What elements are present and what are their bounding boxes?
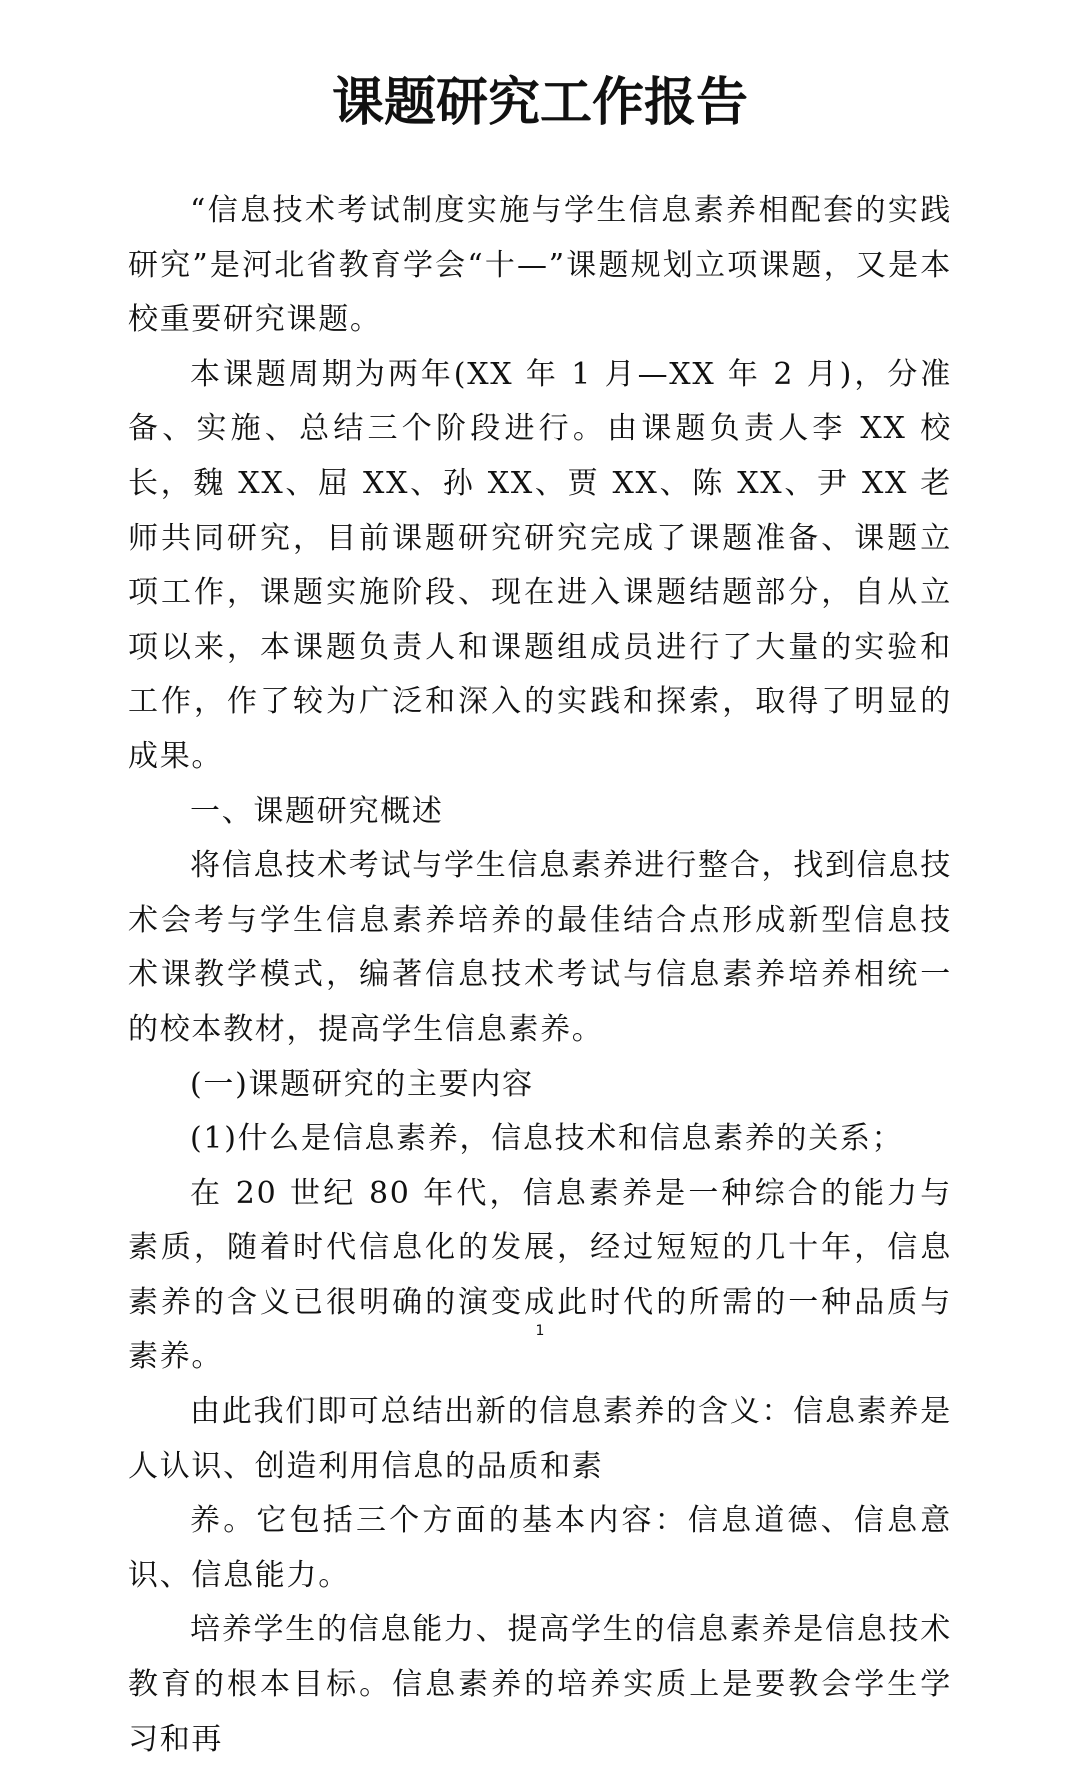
paragraph-goal: 培养学生的信息能力、提高学生的信息素养是信息技术教育的根本目标。信息素养的培养实质上是要教会学生学习和再 [128,1612,952,1757]
paragraph-definition: 由此我们即可总结出新的信息素养的含义：信息素养是人认识、创造利用信息的品质和素 [128,1394,952,1484]
paragraph-cycle: 本课题周期为两年(XX 年 1 月—XX 年 2 月)，分准备、实施、总结三个阶段进行。由课题负责人李 XX 校长，魏 XX、屈 XX、孙 XX、贾 XX、陈 XX、尹 XX 老师共同研究，目前课题研究研究完成了课题准备、课题立项工作，课题实施阶段、现在进入课题结题部分，自从立项以来，本课题负责人和课题组成员进行了大量的实验和工作，作了较为广泛和深入的实践和探索，取得了明显的成果。 [128,356,952,774]
subsection-heading-content: (一)课题研究的主要内容 [190,1066,534,1102]
document-body [128,184,952,1767]
page-number: 1 [535,1323,545,1339]
list-item-1: (1)什么是信息素养，信息技术和信息素养的关系； [190,1121,904,1157]
document-title: 课题研究工作报告 [331,72,748,133]
paragraph-history: 在 20 世纪 80 年代，信息素养是一种综合的能力与素质，随着时代信息化的发展，经过短短的几十年，信息素养的含义已很明确的演变成此时代的所需的一种品质与素养。 [128,1175,952,1375]
section-heading-overview: 一、课题研究概述 [190,793,444,829]
paragraph-overview: 将信息技术考试与学生信息素养进行整合，找到信息技术会考与学生信息素养培养的最佳结合点形成新型信息技术课教学模式，编著信息技术考试与信息素养培养相统一的校本教材，提高学生信息素养。 [128,848,952,1047]
paragraph-intro: “信息技术考试制度实施与学生信息素养相配套的实践研究”是河北省教育学会“十—”课题规划立项课题，又是本校重要研究课题。 [128,193,952,338]
paragraph-definition-continued: 养。它包括三个方面的基本内容：信息道德、信息意识、信息能力。 [128,1503,952,1593]
